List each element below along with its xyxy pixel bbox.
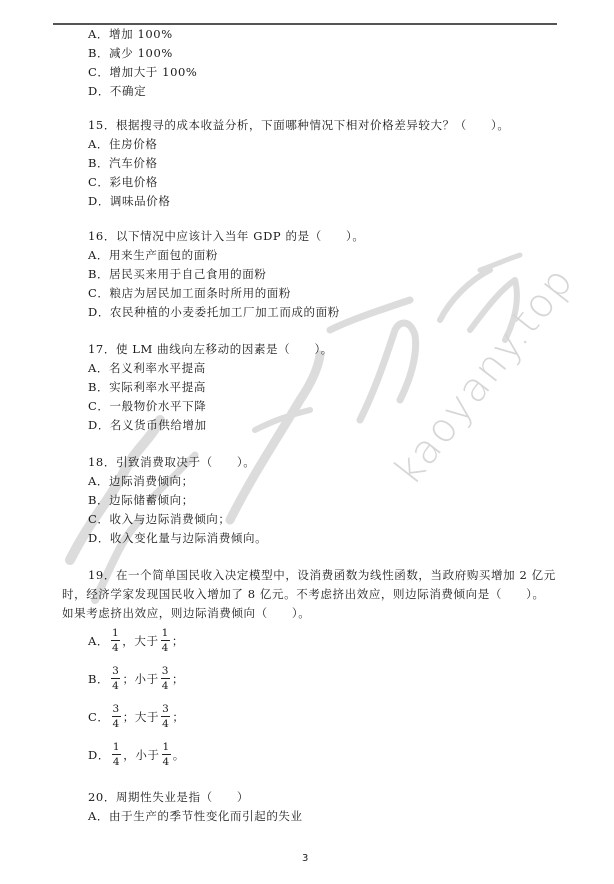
q17-option-d: D．名义货币供给增加 [88,418,207,432]
fraction: $\frac{3}{4}$ [112,703,120,730]
fraction: $\frac{1}{4}$ [162,741,170,768]
q18-option-d: D．收入变化量与边际消费倾向。 [88,531,268,545]
page-number: 3 [302,853,309,864]
q20-option-a: A．由于生产的季节性变化而引起的失业 [88,809,303,823]
q18-stem: 18．引致消费取决于（ ）。 [88,455,256,469]
q19-option-b: B． $\frac{3}{4}$ ； 小于 $\frac{3}{4}$ ； [88,665,185,692]
q14-option-a: A．增加 100% [88,27,173,41]
fraction: $\frac{3}{4}$ [112,665,120,692]
q19-option-d: D． $\frac{1}{4}$ ， 小于 $\frac{1}{4}$ 。 [88,741,185,768]
header-rule [53,23,557,25]
q15-option-b: B．汽车价格 [88,156,158,170]
q14-option-d: D．不确定 [88,84,147,98]
watermark-url: kaoyany.top [385,257,584,494]
q15-option-a: A．住房价格 [88,137,158,151]
q19-stem-line-2: 时，经济学家发现国民收入增加了 8 亿元。不考虑挤出效应，则边际消费倾向是（ ）。 [62,587,545,601]
q16-option-a: A．用来生产面包的面粉 [88,248,218,262]
q16-option-d: D．农民种植的小麦委托加工厂加工而成的面粉 [88,305,340,319]
q16-stem: 16．以下情况中应该计入当年 GDP 的是（ ）。 [88,229,365,243]
q17-option-b: B．实际利率水平提高 [88,380,206,394]
q14-option-b: B．减少 100% [88,46,173,60]
q17-stem: 17．使 LM 曲线向左移动的因素是（ ）。 [88,342,333,356]
q17-option-c: C．一般物价水平下降 [88,399,207,413]
q19-option-a: A． $\frac{1}{4}$ ， 大于 $\frac{1}{4}$ ； [88,627,184,654]
q15-option-d: D．调味品价格 [88,194,171,208]
q19-stem-line-3: 如果考虑挤出效应，则边际消费倾向（ ）。 [62,606,311,620]
q19-option-c: C． $\frac{3}{4}$ ； 大于 $\frac{3}{4}$ ； [88,703,185,730]
q15-option-c: C．彩电价格 [88,175,158,189]
q14-option-c: C．增加大于 100% [88,65,198,79]
q19-stem-line-1: 19．在一个简单国民收入决定模型中，设消费函数为线性函数，当政府购买增加 2 亿元 [88,568,556,582]
fraction: $\frac{1}{4}$ [112,627,120,654]
q18-option-c: C．收入与边际消费倾向； [88,512,231,526]
q15-stem: 15．根据搜寻的成本收益分析，下面哪种情况下相对价格差异较大？（ ）。 [88,118,510,132]
q18-option-b: B．边际储蓄倾向； [88,493,194,507]
q18-option-a: A．边际消费倾向； [88,474,194,488]
q16-option-c: C．粮店为居民加工面条时所用的面粉 [88,286,291,300]
fraction: $\frac{1}{4}$ [161,627,169,654]
q16-option-b: B．居民买来用于自己食用的面粉 [88,267,267,281]
q20-stem: 20．周期性失业是指（ ） [88,790,250,804]
fraction: $\frac{3}{4}$ [161,665,170,692]
fraction: $\frac{1}{4}$ [112,741,121,768]
q17-option-a: A．名义利率水平提高 [88,361,206,375]
fraction: $\frac{3}{4}$ [162,703,170,730]
